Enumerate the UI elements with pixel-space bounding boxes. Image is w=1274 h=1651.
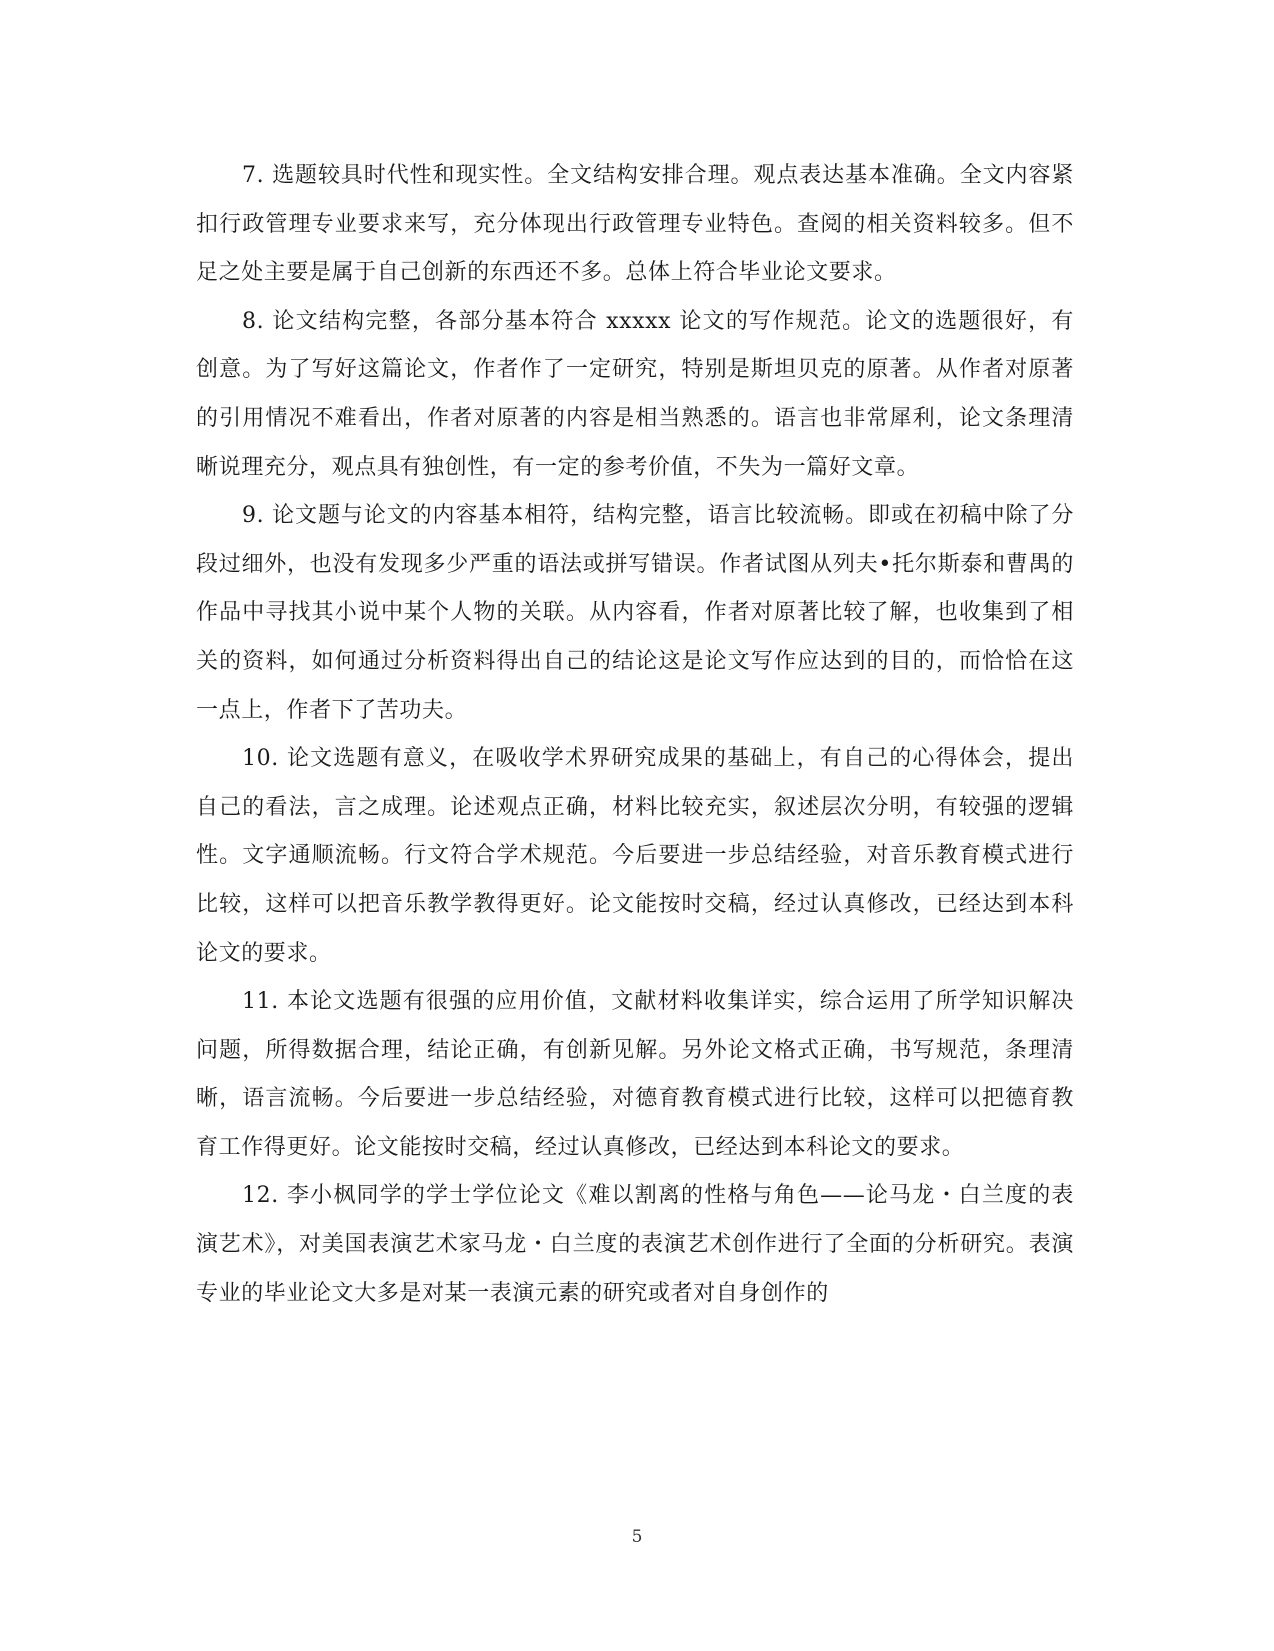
- paragraph-10: 10. 论文选题有意义，在吸收学术界研究成果的基础上，有自己的心得体会，提出自己的看法，言之成理。论述观点正确，材料比较充实，叙述层次分明，有较强的逻辑性。文字通顺流畅。行文符合学术规范。今后要进一步总结经验，对音乐教育模式进行比较，这样可以把音乐教学教得更好。论文能按时交稿，经过认真修改，已经达到本科论文的要求。: [196, 746, 1074, 966]
- paragraph-11: 11. 本论文选题有很强的应用价值，文献材料收集详实，综合运用了所学知识解决问题，所得数据合理，结论正确，有创新见解。另外论文格式正确，书写规范，条理清晰，语言流畅。今后要进一步总结经验，对德育教育模式进行比较，这样可以把德育教育工作得更好。论文能按时交稿，经过认真修改，已经达到本科论文的要求。: [196, 989, 1074, 1160]
- paragraph-7: 7. 选题较具时代性和现实性。全文结构安排合理。观点表达基本准确。全文内容紧扣行政管理专业要求来写，充分体现出行政管理专业特色。查阅的相关资料较多。但不足之处主要是属于自己创新的东西还不多。总体上符合毕业论文要求。: [196, 163, 1074, 286]
- paragraph-8: 8. 论文结构完整，各部分基本符合 xxxxx 论文的写作规范。论文的选题很好，有创意。为了写好这篇论文，作者作了一定研究，特别是斯坦贝克的原著。从作者对原著的引用情况不难看出，作者对原著的内容是相当熟悉的。语言也非常犀利，论文条理清晰说理充分，观点具有独创性，有一定的参考价值，不失为一篇好文章。: [196, 308, 1074, 480]
- paragraph-12: 12. 李小枫同学的学士学位论文《难以割离的性格与角色——论马龙・白兰度的表演艺术》，对美国表演艺术家马龙・白兰度的表演艺术创作进行了全面的分析研究。表演专业的毕业论文大多是对某一表演元素的研究或者对自身创作的: [196, 1183, 1074, 1306]
- paragraph-9: 9. 论文题与论文的内容基本相符，结构完整，语言比较流畅。即或在初稿中除了分段过细外，也没有发现多少严重的语法或拼写错误。作者试图从列夫•托尔斯泰和曹禺的作品中寻找其小说中某个人物的关联。从内容看，作者对原著比较了解，也收集到了相关的资料，如何通过分析资料得出自己的结论这是论文写作应达到的目的，而恰恰在这一点上，作者下了苦功夫。: [196, 503, 1074, 723]
- page-body: [196, 152, 1074, 1318]
- page-number: 5: [631, 1527, 643, 1547]
